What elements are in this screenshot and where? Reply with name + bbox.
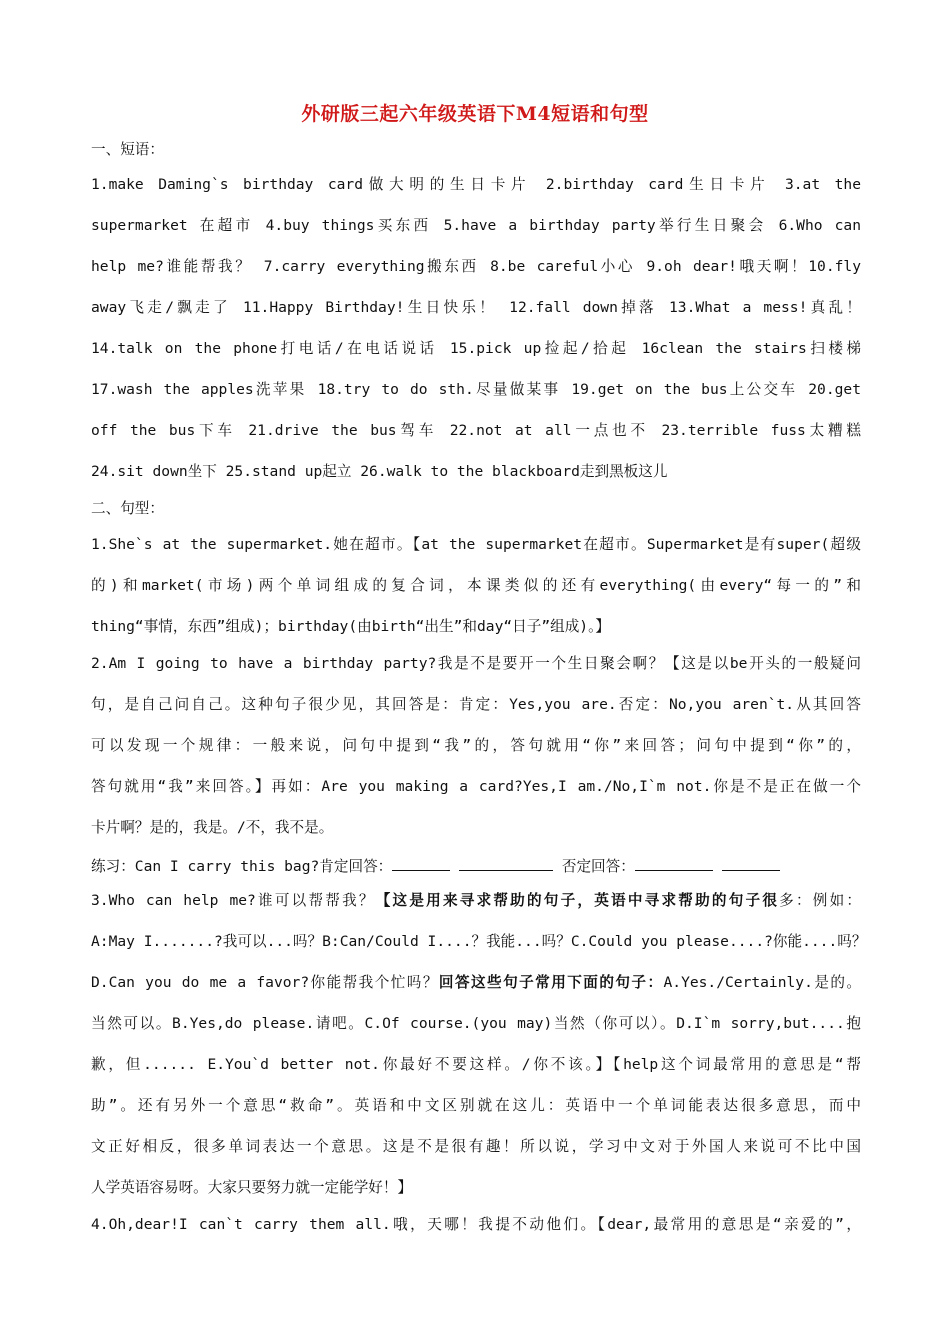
phrase-line-1: 1.make Daming`s birthday card做大明的生日卡片 2.birthday card生日卡片 3.at the xyxy=(91,176,861,193)
sentence-2-line-2: 句，是自己问自己。这种句子很少见，其回答是：肯定：Yes,you are.否定：No,you aren`t.从其回答 xyxy=(91,696,861,713)
page-title: 外研版三起六年级英语下M4短语和句型 xyxy=(301,103,649,125)
sentence-2-line-3: 可以发现一个规律：一般来说，问句中提到“我”的，答句就用“你”来回答；问句中提到“你”的， xyxy=(91,737,861,754)
sentence-3-bold-answer: 回答这些句子常用下面的句子： xyxy=(438,974,664,991)
sentence-3-line-1 xyxy=(91,891,861,911)
affirmative-blank-1[interactable] xyxy=(392,855,450,871)
negative-prompt: 否定回答： xyxy=(553,858,635,875)
sentence-2-line-4: 答句就用“我”来回答。】再如：Are you making a card?Yes,I am./No,I`m not.你是不是正在做一个 xyxy=(91,778,861,795)
negative-blank-2[interactable] xyxy=(722,855,780,871)
exercise-line xyxy=(91,855,861,877)
sentence-1-line-1: 1.She`s at the supermarket.她在超市。【at the supermarket在超市。Supermarket是有super(超级 xyxy=(91,536,861,553)
sentence-3-bold-note: 【这是用来寻求帮助的句子，英语中寻求帮助的句子很 xyxy=(375,892,780,909)
section-heading-sentences: 二、句型： xyxy=(91,500,164,517)
sentence-2-line-5: 卡片啊？是的，我是。/不，我不是。 xyxy=(91,819,334,836)
sentence-3-line-4: 当然可以。B.Yes,do please.请吧。C.Of course.(you may)当然（你可以）。D.I`m sorry,but....抱 xyxy=(91,1015,861,1032)
section-heading-phrases: 一、短语： xyxy=(91,141,164,158)
sentence-3-line-7: 文正好相反，很多单词表达一个意思。这是不是很有趣！所以说，学习中文对于外国人来说可不比中国 xyxy=(91,1138,861,1155)
sentence-3-line-8: 人学英语容易呀。大家只要努力就一定能学好！】 xyxy=(91,1179,413,1196)
sentence-1-line-2: 的)和market(市场)两个单词组成的复合词，本课类似的还有everything(由every“每一的”和 xyxy=(91,577,861,594)
sentence-3-line-5: 歉，但...... E.You`d better not.你最好不要这样。/你不该。】【help这个词最常用的意思是“帮 xyxy=(91,1056,861,1073)
negative-blank-1[interactable] xyxy=(635,855,713,871)
phrase-line-6: 17.wash the apples洗苹果 18.try to do sth.尽量做某事 19.get on the bus上公交车 20.get xyxy=(91,381,861,398)
phrase-line-4: away飞走/飘走了 11.Happy Birthday!生日快乐！ 12.fall down掉落 13.What a mess!真乱！ xyxy=(91,299,861,316)
sentence-3-answer-a: A.Yes./Certainly.是的。 xyxy=(663,974,861,991)
sentence-3-text-tail: 多：例如： xyxy=(779,892,861,909)
sentence-4-line-1: 4.Oh,dear!I can`t carry them all.哦，天哪！我提不动他们。【dear,最常用的意思是“亲爱的”， xyxy=(91,1216,861,1233)
sentence-3-line-3 xyxy=(91,973,861,993)
sentence-3-line-6: 助”。还有另外一个意思“救命”。英语和中文区别就在这儿：英语中一个单词能表达很多意思，而中 xyxy=(91,1097,861,1114)
sentence-1-line-3: thing“事情，东西”组成)；birthday(由birth“出生”和day“日子”组成)。】 xyxy=(91,618,610,635)
phrase-line-8: 24.sit down坐下 25.stand up起立 26.walk to the blackboard走到黑板这儿 xyxy=(91,463,668,480)
sentence-3-text: 3.Who can help me?谁可以帮帮我？ xyxy=(91,892,376,909)
sentence-2-line-1: 2.Am I going to have a birthday party?我是不是要开一个生日聚会啊？【这是以be开头的一般疑问 xyxy=(91,655,861,672)
phrase-line-5: 14.talk on the phone打电话/在电话说话 15.pick up捡起/拾起 16clean the stairs扫楼梯 xyxy=(91,340,861,357)
sentence-3-line-2: A:May I.......?我可以...吗？B:Can/Could I....？我能...吗？C.Could you please....?你能....吗？ xyxy=(91,933,867,950)
exercise-prompt: 练习：Can I carry this bag?肯定回答： xyxy=(91,858,393,875)
sentence-3-favor: D.Can you do me a favor?你能帮我个忙吗？ xyxy=(91,974,439,991)
phrase-line-3: help me?谁能帮我？ 7.carry everything搬东西 8.be careful小心 9.oh dear!哦天啊！10.fly xyxy=(91,258,861,275)
phrase-line-7: off the bus下车 21.drive the bus驾车 22.not at all一点也不 23.terrible fuss太糟糕 xyxy=(91,422,861,439)
affirmative-blank-2[interactable] xyxy=(459,855,553,871)
phrase-line-2: supermarket 在超市 4.buy things买东西 5.have a birthday party举行生日聚会 6.Who can xyxy=(91,217,861,234)
